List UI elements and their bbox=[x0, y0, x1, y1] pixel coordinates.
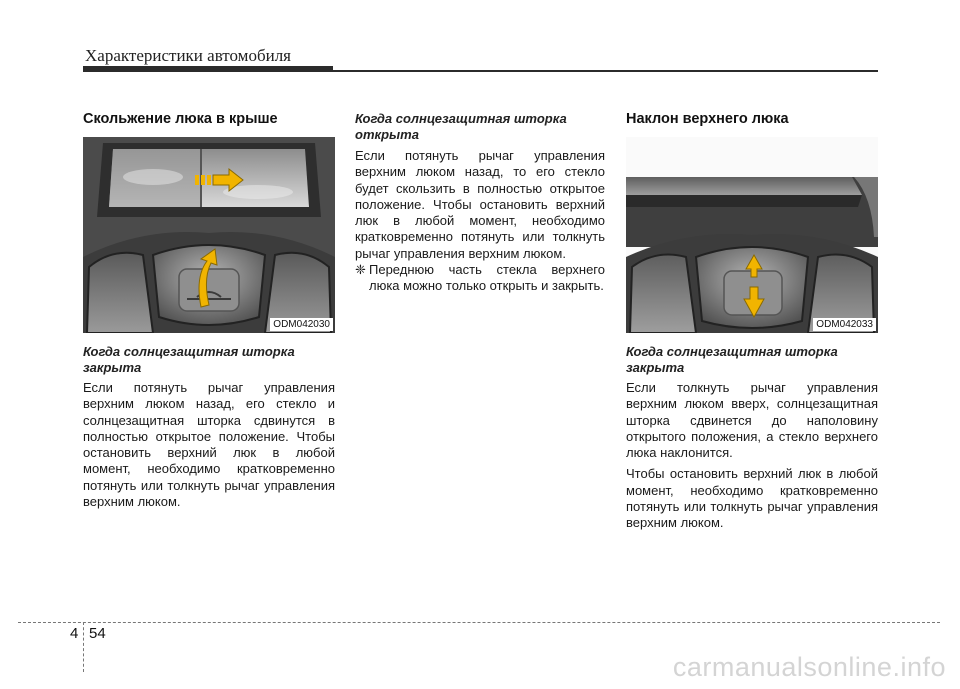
paragraph-tilt-2: Чтобы остановить верхний люк в любой момент, необходимо кратковременно потянуть или толкнуть рычаг управления верхним люком. bbox=[626, 466, 878, 531]
note bbox=[355, 262, 605, 295]
note-mark-icon: ❈ bbox=[355, 262, 366, 278]
header-rule bbox=[83, 66, 333, 72]
figure-code: ODM042033 bbox=[813, 318, 876, 331]
paragraph-slide-open: Если потянуть рычаг управления верхним люком назад, то его стекло будет скользить в полностью открытое положение. Чтобы остановить верхний люк в любой момент, необходимо кратковременно потянуть или толкнуть рычаг управления верхним люком. bbox=[355, 148, 605, 261]
footer-divider bbox=[83, 622, 84, 672]
sunroof-tilt-illustration bbox=[626, 137, 878, 333]
header-title: Характеристики автомобиля bbox=[85, 46, 291, 65]
subtitle-shade-closed-tilt: Когда солнцезащитная шторка закрыта bbox=[626, 344, 838, 375]
figure-sunroof-tilt bbox=[626, 137, 878, 333]
header-rule-thin bbox=[333, 70, 878, 72]
subtitle-shade-closed: Когда солнцезащитная шторка закрыта bbox=[83, 344, 295, 375]
note-text: Переднюю часть стекла верхнего люка можно только открыть и закрыть. bbox=[369, 262, 605, 294]
figure-code: ODM042030 bbox=[270, 318, 333, 331]
chapter-number: 4 bbox=[70, 625, 79, 642]
figure-sunroof-slide bbox=[83, 137, 335, 333]
paragraph-tilt-1: Если толкнуть рычаг управления верхним люком вверх, солнцезащитная шторка сдвинется до наполовину открытого положения, а стекло верхнего люка наклонится. bbox=[626, 380, 878, 461]
footer-rule bbox=[18, 622, 940, 623]
sunroof-slide-illustration bbox=[83, 137, 335, 333]
page-number: 54 bbox=[89, 625, 106, 642]
watermark: carmanualsonline.info bbox=[672, 652, 946, 682]
section-title-sliding: Скольжение люка в крыше bbox=[83, 111, 278, 127]
paragraph-slide-closed: Если потянуть рычаг управления верхним люком назад, его стекло и солнцезащитная шторка сдвинутся в полностью открытое положение. Чтобы остановить верхний люк в любой момент, необходимо кратковременно потянуть или толкнуть рычаг управления верхним люком. bbox=[83, 380, 335, 510]
section-title-tilt: Наклон верхнего люка bbox=[626, 111, 789, 127]
subtitle-shade-open: Когда солнцезащитная шторка открыта bbox=[355, 111, 567, 142]
